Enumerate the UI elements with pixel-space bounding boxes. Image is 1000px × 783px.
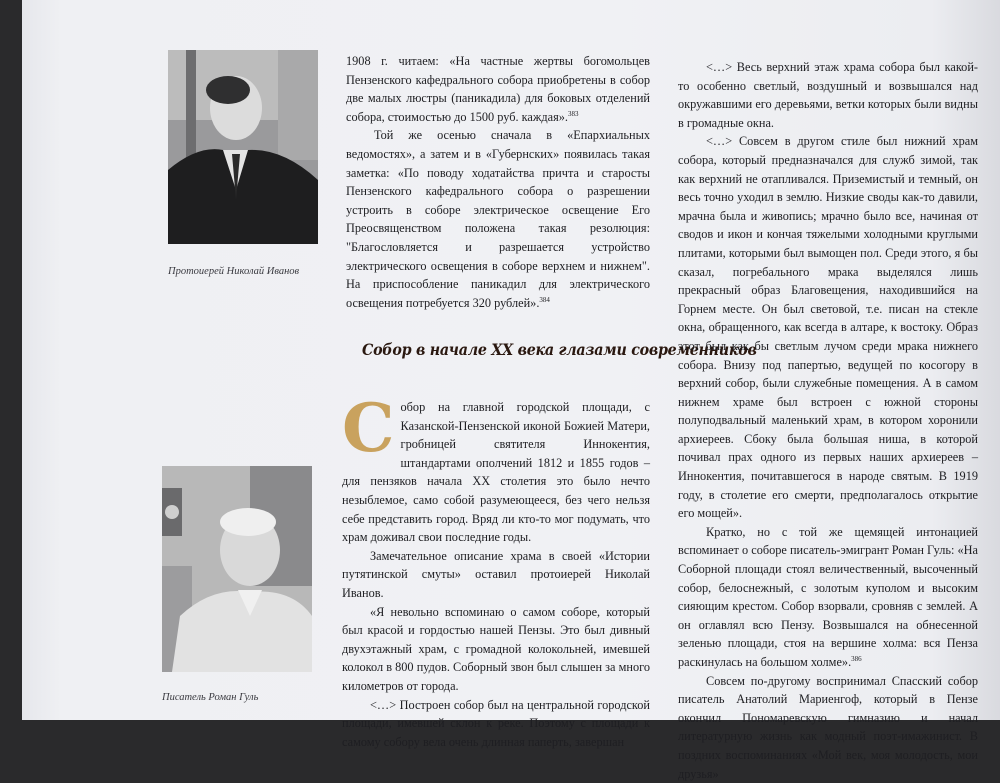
photo-caption-gul: Писатель Роман Гуль — [162, 692, 259, 703]
column-left-top — [346, 52, 650, 312]
photo-caption-ivanov: Протоиерей Николай Иванов — [168, 266, 300, 277]
portrait-photo-ivanov — [168, 50, 318, 244]
portrait-photo-gul — [162, 466, 312, 672]
paragraph: <…> Совсем в другом стиле был нижний храм собора, который предназначался для служб зимой, так как верхний не отапливался. Приземистый и темный, он весь точно уходил в землю. Низкие своды как-то давили, мрачна была и живопись; мрачно было все, начиная от сводов и икон и кончая тяжелыми холодными круглыми плитами, которыми был вымощен пол. Среди этого, я бы сказал, погребального мрака выделялся лишь прекрасный образ Благовещения, находившийся на Горнем месте. Он был световой, т.е. писан на стекле окна, обращенного, как всегда в алтаре, к востоку. Образ этот был как бы светлым лучом среди мрака нижнего собора. Внизу под папертью, ведущей по косогору в верхний собор, были служебные помещения. А в самом нижнем храме был встроен с южной стороны полуподвальный маленький храм, в котором хоронили архиереев. Сбоку была большая ниша, в которой почивал прах одного из первых наших архиереев – Иннокентия, почитавшегося в народе святым. В 1919 году, в столетие его смерти, предполагалось открытие его мощей». — [678, 134, 978, 521]
footnote-ref: 386 — [851, 654, 862, 663]
paragraph: «Я невольно вспоминаю о самом соборе, который был красой и гордостью нашей Пензы. Это был дивный двухэтажный храм, с громадной колокольней, имевшей колокол в 800 пудов. Соборный звон был слышен за много километров от города. — [342, 604, 650, 693]
paragraph: 1908 г. читаем: «На частные жертвы богомольцев Пензенского кафедрального собора приобретены в собор две малых люстры (паникадила) для боковых отделений собора, стоимостью до 1500 руб. каждая».$^{383}$ — [346, 54, 650, 124]
column-right — [678, 58, 978, 781]
drop-cap: С — [342, 389, 395, 467]
paragraph: Замечательное описание храма в своей «Истории путятинской смуты» оставил протоиерей Николай Иванов. — [342, 548, 650, 600]
footnote-ref: 383 — [567, 109, 579, 118]
paragraph: <…> Весь верхний этаж храма собора был какой-то особенно светлый, воздушный и возвышался над окружавшими его деревьями, ветки которых были видны в громадные окна. — [678, 60, 978, 130]
paragraph: Совсем по-другому воспринимал Спасский собор писатель Анатолий Мариенгоф, который в Пензе окончил Пономаревскую гимназию и начал литературную жизнь как модный поэт-имажинист. В поздних воспоминаниях «Мой век, моя молодость, мои друзья» — [678, 673, 978, 781]
paragraph: <…> Построен собор был на центральной городской площади, имевшей склон к реке. Поэтому с площади к самому собору вела очень длинная паперть, завершан — [342, 697, 650, 749]
paragraph: Собор на главной городской площади, с Казанской-Пензенской иконой Божией Матери, гробницей святителя Иннокентия, штандартами ополчений 1812 и 1855 годов – для пензяков начала XX столетия это было нечто незыблемое, само собой разумеющееся, без чего нельзя себе представить город. Вряд ли кто-то мог подумать, что храм доживал свои последние годы. — [342, 389, 650, 545]
footnote-ref: 384 — [539, 295, 550, 304]
book-page — [22, 0, 1000, 781]
paragraph: Кратко, но с той же щемящей интонацией вспоминает о соборе писатель-эмигрант Роман Гуль: «На Соборной площади стоял величественный, высоченный собор, белоснежный, с золотым куполом и высоким сияющим крестом. Собор взорвали, сровняв с землей. А он оглавлял всю Пензу. Возвышался на обнесенной зеленью площади, стоя на вершине холма: вся Пенза раскинулась на большом холме».$^{386}$ — [678, 524, 978, 669]
paragraph: Той же осенью сначала в «Епархиальных ведомостях», а затем и в «Губернских» появилась такая заметка: «По поводу ходатайства причта и старосты Пензенского кафедрального собора о разрешении устроить в соборе электрическое освещение Его Преосвященством положена такая резолюция: "Благословляется и разрешается устройство электрического освещения в соборе верхнем и нижнем". На приспособление паникадил для электрического освещения потребуется 320 рублей».$^{384}$ — [346, 128, 650, 310]
section-heading: Собор в начале XX века глазами современников — [362, 340, 757, 359]
column-left-bottom — [342, 389, 650, 749]
